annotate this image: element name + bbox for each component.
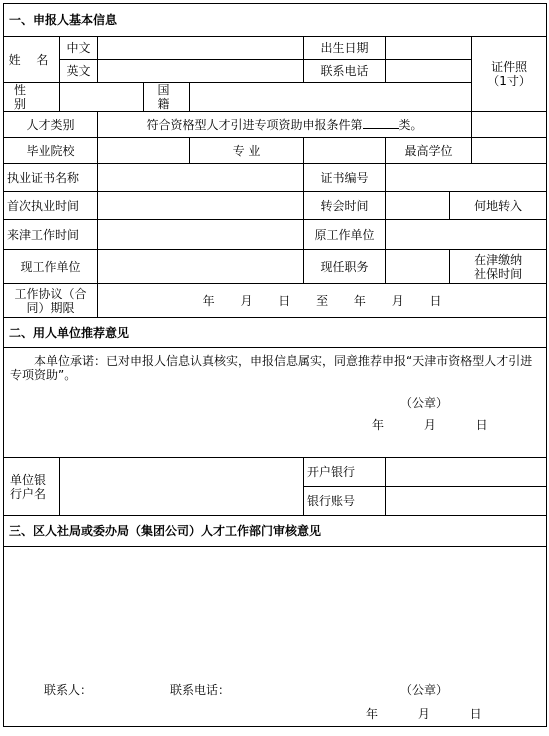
input-unit-account-name[interactable] bbox=[60, 458, 304, 516]
label-transfer-from: 何地转入 bbox=[450, 192, 547, 220]
label-chinese: 中文 bbox=[60, 37, 98, 60]
input-transfer-time[interactable] bbox=[386, 192, 450, 220]
label-unit-account-name: 单位银行户名 bbox=[4, 458, 60, 516]
review-box[interactable] bbox=[4, 547, 547, 727]
recommend-statement: 本单位承诺：已对申报人信息认真核实，申报信息属实，同意推荐申报“天津市资格型人才引进专项资助”。 bbox=[10, 354, 533, 382]
label-orig-unit: 原工作单位 bbox=[304, 220, 386, 250]
input-major[interactable] bbox=[304, 138, 386, 164]
review-contact-phone: 联系电话： bbox=[170, 683, 231, 697]
review-contact: 联系人： bbox=[44, 683, 93, 697]
talent-text-pre: 符合资格型人才引进专项资助申报条件第 bbox=[146, 117, 363, 132]
label-nationality: 国 籍 bbox=[144, 83, 190, 112]
label-social-security-time bbox=[450, 250, 547, 284]
label-cert-no: 证书编号 bbox=[304, 164, 386, 192]
section-title-recommend: 二、用人单位推荐意见 bbox=[4, 318, 547, 348]
input-name-english[interactable] bbox=[98, 60, 304, 83]
label-account-no: 银行账号 bbox=[304, 487, 386, 516]
label-bank: 开户银行 bbox=[304, 458, 386, 487]
input-birth-date[interactable] bbox=[386, 37, 472, 60]
input-bank[interactable] bbox=[386, 458, 547, 487]
input-gender[interactable] bbox=[60, 83, 144, 112]
social-line-1: 在津缴纳 bbox=[474, 252, 523, 267]
label-arrival-time: 来津工作时间 bbox=[4, 220, 98, 250]
input-cert-name[interactable] bbox=[98, 164, 304, 192]
photo-below-cell bbox=[472, 112, 547, 138]
label-gender: 性 别 bbox=[4, 83, 60, 112]
input-first-practice[interactable] bbox=[98, 192, 304, 220]
label-contract-period: 工作协议（合同）期限 bbox=[4, 284, 98, 318]
label-transfer-time: 转会时间 bbox=[304, 192, 386, 220]
review-date: 年 月 日 bbox=[366, 707, 482, 721]
section-title-basic-info: 一、申报人基本信息 bbox=[4, 4, 547, 37]
input-contract-period[interactable]: 年 月 日 至 年 月 日 bbox=[98, 284, 547, 318]
label-school: 毕业院校 bbox=[4, 138, 98, 164]
label-degree: 最高学位 bbox=[386, 138, 472, 164]
label-current-unit: 现工作单位 bbox=[4, 250, 98, 284]
photo-box[interactable] bbox=[472, 37, 547, 112]
label-first-practice: 首次执业时间 bbox=[4, 192, 98, 220]
review-seal: （公章） bbox=[400, 683, 449, 697]
photo-label: 证件照 bbox=[491, 60, 528, 74]
label-current-post: 现任职务 bbox=[304, 250, 386, 284]
talent-text-post: 类。 bbox=[398, 117, 423, 132]
talent-type-number-input[interactable] bbox=[363, 118, 399, 129]
section-title-review: 三、区人社局或委办局（集团公司）人才工作部门审核意见 bbox=[4, 516, 547, 547]
photo-size-label: （1寸） bbox=[487, 74, 531, 88]
input-account-no[interactable] bbox=[386, 487, 547, 516]
recommend-box[interactable] bbox=[4, 348, 547, 458]
input-current-post[interactable] bbox=[386, 250, 450, 284]
talent-type-statement bbox=[98, 112, 472, 138]
label-birth-date: 出生日期 bbox=[304, 37, 386, 60]
input-degree[interactable] bbox=[472, 138, 547, 164]
application-form-table bbox=[3, 3, 547, 727]
input-name-chinese[interactable] bbox=[98, 37, 304, 60]
input-arrival-time[interactable] bbox=[98, 220, 304, 250]
input-nationality[interactable] bbox=[190, 83, 472, 112]
input-cert-no[interactable] bbox=[386, 164, 547, 192]
input-current-unit[interactable] bbox=[98, 250, 304, 284]
recommend-seal: （公章） bbox=[400, 396, 449, 410]
label-name: 姓 名 bbox=[4, 37, 60, 83]
label-english: 英文 bbox=[60, 60, 98, 83]
recommend-date: 年 月 日 bbox=[372, 418, 488, 432]
input-school[interactable] bbox=[98, 138, 190, 164]
label-major: 专 业 bbox=[190, 138, 304, 164]
label-phone: 联系电话 bbox=[304, 60, 386, 83]
input-orig-unit[interactable] bbox=[386, 220, 547, 250]
label-cert-name: 执业证书名称 bbox=[4, 164, 98, 192]
label-talent-type: 人才类别 bbox=[4, 112, 98, 138]
social-line-2: 社保时间 bbox=[474, 266, 523, 281]
input-phone[interactable] bbox=[386, 60, 472, 83]
